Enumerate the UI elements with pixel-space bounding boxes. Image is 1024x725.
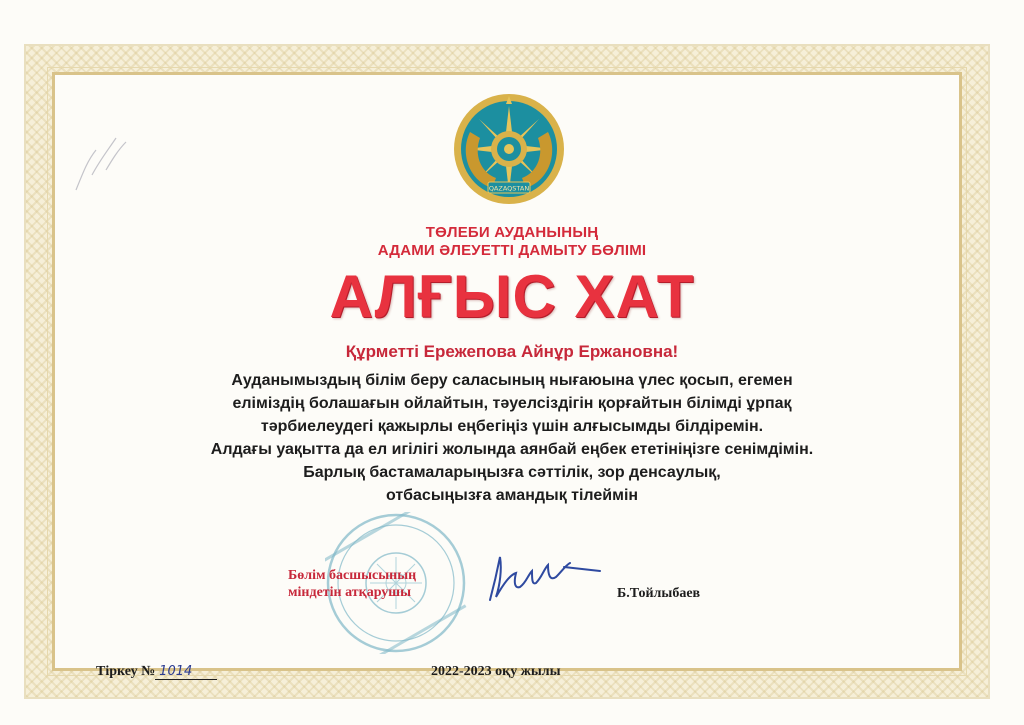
body-line: тәрбиелеудегі қажырлы еңбегіңіз үшін алғысымды білдіремін. bbox=[260, 418, 764, 435]
signer-role-line-2: міндетін атқарушы bbox=[288, 585, 412, 600]
pencil-note-mark bbox=[66, 120, 146, 200]
academic-year: 2022-2023 оқу жылы bbox=[431, 664, 561, 679]
organization-line-2: АДАМИ ӘЛЕУЕТТІ ДАМЫТУ БӨЛІМІ bbox=[377, 242, 647, 259]
organization-line-1: ТӨЛЕБИ АУДАНЫНЫҢ bbox=[425, 224, 599, 241]
registration-number bbox=[96, 664, 217, 680]
document-title: АЛҒЫС ХАТ bbox=[329, 263, 695, 330]
body-text bbox=[0, 369, 1024, 507]
body-line: Барлық бастамаларыңызға сәттілік, зор денсаулық, bbox=[303, 464, 721, 481]
signature bbox=[470, 545, 610, 615]
body-line: еліміздің болашағын ойлайтын, тәуелсіздігін қорғайтын білімді ұрпақ bbox=[232, 395, 792, 412]
registration-label: Тіркеу № bbox=[96, 664, 156, 679]
signer-name: Б.Тойлыбаев bbox=[617, 586, 701, 601]
body-line: Алдағы уақытта да ел игілігі жолында аянбай еңбек ететініңізге сенімдімін. bbox=[210, 441, 814, 458]
registration-value: 1014 bbox=[155, 664, 217, 680]
body-line: Ауданымыздың білім беру саласының нығаюына үлес қосып, егемен bbox=[231, 372, 793, 389]
state-emblem-icon bbox=[452, 92, 566, 206]
greeting: Құрметті Ережепова Айнұр Ержановна! bbox=[345, 342, 679, 361]
emblem-text: QAZAQSTAN bbox=[488, 184, 530, 193]
signer-role-line-1: Бөлім басшысының bbox=[288, 568, 417, 583]
signer-role bbox=[288, 567, 416, 601]
body-line: отбасыңызға амандық тілеймін bbox=[385, 487, 639, 504]
